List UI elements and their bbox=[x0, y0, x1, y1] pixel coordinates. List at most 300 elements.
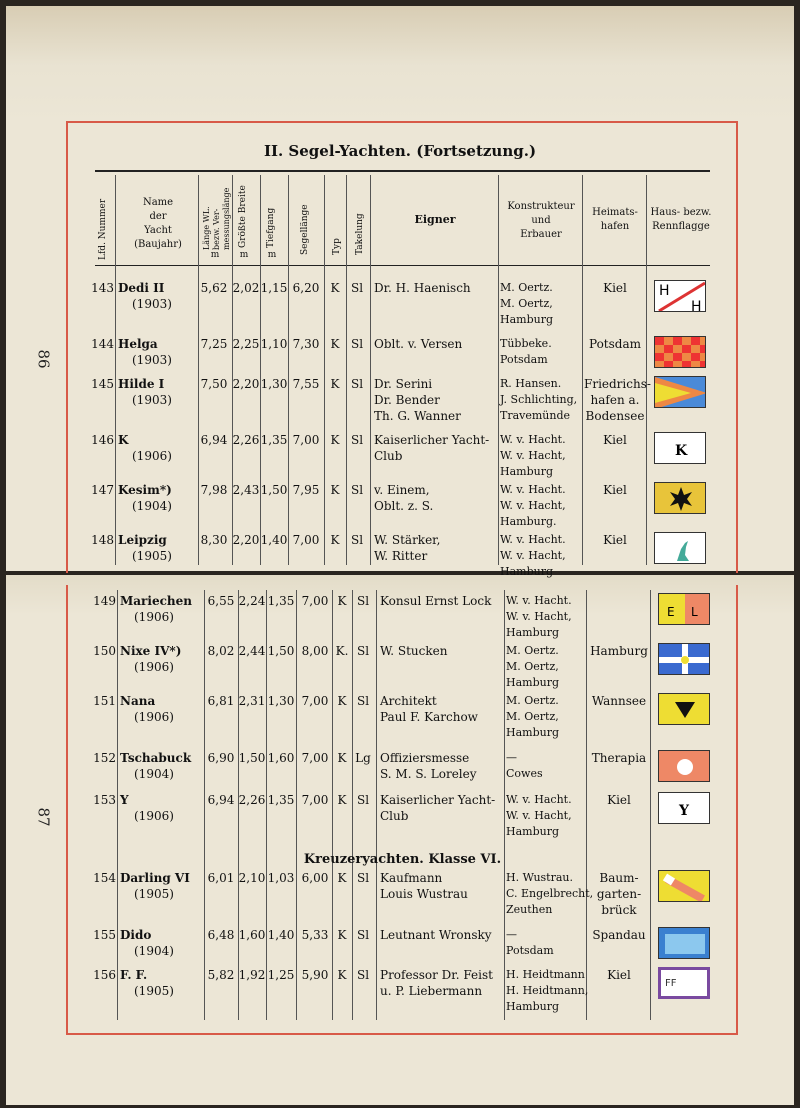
type-value: K. bbox=[335, 644, 349, 658]
sail-length-value: 5,33 bbox=[301, 928, 329, 942]
sail-length-value: 7,00 bbox=[301, 751, 329, 765]
owner-line: v. Einem, bbox=[374, 483, 430, 497]
home-port-line: Wannsee bbox=[591, 694, 647, 708]
designer-builder bbox=[506, 693, 559, 741]
sail-length-value: 7,95 bbox=[292, 483, 320, 497]
designer-builder-line: M. Oertz. bbox=[506, 644, 559, 657]
designer-builder-line: Hamburg bbox=[500, 313, 554, 326]
yacht-year: (1903) bbox=[132, 393, 172, 407]
home-port-line: Kiel bbox=[603, 281, 627, 295]
col-rule bbox=[586, 590, 587, 1020]
svg-text:H: H bbox=[691, 299, 702, 312]
header-eigner: Eigner bbox=[414, 213, 456, 226]
yacht-year: (1906) bbox=[134, 809, 174, 823]
draught-value: 1,40 bbox=[260, 533, 288, 547]
yacht-name: Leipzig bbox=[118, 533, 167, 547]
unit-laenge: m bbox=[210, 250, 220, 260]
row-number: 145 bbox=[91, 377, 114, 391]
unit-tief: m bbox=[267, 250, 277, 260]
designer-builder-line: H. Heidtmann, bbox=[506, 984, 589, 997]
length-value: 7,50 bbox=[200, 377, 228, 391]
length-value: 6,01 bbox=[207, 871, 235, 885]
beam-value: 2,44 bbox=[238, 644, 266, 658]
draught-value: 1,40 bbox=[267, 928, 295, 942]
header-laenge: Länge WL. bezw. Ver-messungslänge bbox=[202, 187, 231, 250]
owner bbox=[380, 792, 495, 824]
type-value: K bbox=[330, 337, 340, 351]
designer-builder-line: H. Wustrau. bbox=[506, 871, 573, 884]
draught-value: 1,30 bbox=[267, 694, 295, 708]
draught-value: 1,10 bbox=[260, 337, 288, 351]
svg-text:H: H bbox=[659, 283, 670, 299]
col-rule bbox=[324, 175, 325, 565]
col-rule bbox=[650, 590, 651, 1020]
length-value: 6,81 bbox=[207, 694, 235, 708]
yacht-year: (1905) bbox=[132, 549, 172, 563]
beam-value: 1,60 bbox=[238, 928, 266, 942]
header-konst: Konstrukteur und Erbauer bbox=[507, 201, 575, 240]
draught-value: 1,35 bbox=[267, 793, 295, 807]
beam-value: 1,50 bbox=[238, 751, 266, 765]
length-value: 7,98 bbox=[200, 483, 228, 497]
home-port-line: Kiel bbox=[603, 433, 627, 447]
yacht-year: (1906) bbox=[134, 660, 174, 674]
home-port bbox=[588, 870, 650, 918]
designer-builder-line: Potsdam bbox=[506, 944, 554, 957]
draught-value: 1,50 bbox=[267, 644, 295, 658]
owner-line: W. Stucken bbox=[380, 644, 448, 658]
col-rule bbox=[376, 590, 377, 1020]
type-value: K bbox=[337, 871, 347, 885]
unit-breite: m bbox=[239, 250, 249, 260]
yacht-name: Hilde I bbox=[118, 377, 165, 391]
col-rule bbox=[232, 175, 233, 565]
yacht-name: F. F. bbox=[120, 968, 148, 982]
owner bbox=[380, 693, 478, 725]
header-takel: Takelung bbox=[355, 213, 365, 255]
home-port-line: brück bbox=[601, 903, 637, 917]
row-number: 153 bbox=[93, 793, 116, 807]
draught-value: 1,35 bbox=[267, 594, 295, 608]
home-port-line: Kiel bbox=[603, 483, 627, 497]
beam-value: 2,26 bbox=[232, 433, 260, 447]
header-segel: Segellänge bbox=[300, 204, 310, 255]
owner-line: Kaufmann bbox=[380, 871, 443, 885]
flag-FF-icon bbox=[658, 967, 710, 999]
home-port-line: Bodensee bbox=[585, 409, 645, 423]
owner-line: Club bbox=[380, 809, 409, 823]
col-rule bbox=[370, 175, 371, 565]
row-number: 148 bbox=[91, 533, 114, 547]
flag-star-icon bbox=[654, 482, 706, 514]
designer-builder-line: W. v. Hacht. bbox=[506, 594, 572, 607]
flag-checker-icon bbox=[654, 336, 706, 368]
flag-EL-icon bbox=[658, 593, 710, 625]
yacht-year: (1903) bbox=[132, 297, 172, 311]
yacht-year: (1904) bbox=[132, 499, 172, 513]
col-rule bbox=[346, 175, 347, 565]
owner-line: u. P. Liebermann bbox=[380, 984, 483, 998]
designer-builder bbox=[500, 376, 577, 424]
designer-builder-line: W. v. Hacht. bbox=[500, 433, 566, 446]
home-port bbox=[584, 336, 646, 352]
beam-value: 2,25 bbox=[232, 337, 260, 351]
svg-text:Y: Y bbox=[679, 803, 689, 819]
beam-value: 1,92 bbox=[238, 968, 266, 982]
col-rule bbox=[498, 175, 499, 565]
owner-line: Club bbox=[374, 449, 403, 463]
rig-value: Sl bbox=[356, 871, 370, 885]
beam-value: 2,31 bbox=[238, 694, 266, 708]
home-port bbox=[584, 432, 646, 448]
draught-value: 1,60 bbox=[267, 751, 295, 765]
designer-builder bbox=[506, 927, 554, 959]
rig-value: Sl bbox=[356, 644, 370, 658]
sail-length-value: 7,00 bbox=[301, 594, 329, 608]
home-port-line: Potsdam bbox=[588, 337, 641, 351]
owner-line: Leutnant Wronsky bbox=[380, 928, 492, 942]
sail-length-value: 7,00 bbox=[292, 533, 320, 547]
type-value: K bbox=[330, 483, 340, 497]
owner-line: Paul F. Karchow bbox=[380, 710, 478, 724]
designer-builder-line: M. Oertz, bbox=[506, 660, 559, 673]
yacht-name: Mariechen bbox=[120, 594, 192, 608]
owner bbox=[380, 927, 492, 943]
header-breite: Größte Breite bbox=[238, 185, 248, 248]
sail-length-value: 6,00 bbox=[301, 871, 329, 885]
beam-value: 2,26 bbox=[238, 793, 266, 807]
row-number: 146 bbox=[91, 433, 114, 447]
home-port-line: hafen a. bbox=[590, 393, 640, 407]
designer-builder bbox=[506, 870, 593, 918]
owner bbox=[380, 593, 491, 609]
home-port bbox=[588, 967, 650, 983]
row-number: 150 bbox=[93, 644, 116, 658]
rig-value: Sl bbox=[356, 694, 370, 708]
designer-builder-line: Hamburg bbox=[506, 676, 560, 689]
designer-builder-line: — bbox=[506, 928, 517, 941]
flag-K-icon bbox=[654, 432, 706, 464]
yacht-name: K bbox=[118, 433, 129, 447]
designer-builder-line: Cowes bbox=[506, 767, 543, 780]
header-name: Name der Yacht (Baujahr) bbox=[134, 197, 182, 250]
header-tief: Tiefgang bbox=[266, 207, 276, 248]
owner bbox=[380, 750, 477, 782]
svg-text:K: K bbox=[675, 443, 688, 459]
rig-value: Sl bbox=[350, 281, 364, 295]
yacht-name: Nana bbox=[120, 694, 156, 708]
yacht-year: (1904) bbox=[134, 767, 174, 781]
rig-value: Sl bbox=[356, 594, 370, 608]
owner-line: Konsul Ernst Lock bbox=[380, 594, 492, 608]
sail-length-value: 7,00 bbox=[292, 433, 320, 447]
header-flagge: Haus- bezw. Rennflagge bbox=[650, 207, 712, 232]
col-rule bbox=[115, 175, 116, 565]
col-rule bbox=[117, 590, 118, 1020]
rig-value: Sl bbox=[350, 377, 364, 391]
header-rule-bottom bbox=[95, 265, 710, 266]
designer-builder-line: Zeuthen bbox=[506, 903, 553, 916]
header-rule-top bbox=[95, 170, 710, 172]
length-value: 8,02 bbox=[207, 644, 235, 658]
col-rule bbox=[288, 175, 289, 565]
beam-value: 2,02 bbox=[232, 281, 260, 295]
home-port bbox=[588, 792, 650, 808]
home-port-line: Hamburg bbox=[590, 644, 648, 658]
type-value: K bbox=[337, 968, 347, 982]
rig-value: Sl bbox=[356, 968, 370, 982]
row-number: 149 bbox=[93, 594, 116, 608]
length-value: 6,55 bbox=[207, 594, 235, 608]
owner-line: W. Stärker, bbox=[374, 533, 441, 547]
beam-value: 2,20 bbox=[232, 377, 260, 391]
designer-builder-line: W. v. Hacht, bbox=[506, 610, 572, 623]
home-port-line: Therapia bbox=[591, 751, 647, 765]
sail-length-value: 7,00 bbox=[301, 793, 329, 807]
designer-builder-line: Hamburg bbox=[506, 626, 560, 639]
draught-value: 1,35 bbox=[260, 433, 288, 447]
flag-kangaroo-icon bbox=[654, 532, 706, 564]
designer-builder-line: W. v. Hacht, bbox=[500, 449, 566, 462]
designer-builder bbox=[506, 792, 572, 840]
flag-cross-icon bbox=[658, 643, 710, 675]
row-number: 155 bbox=[93, 928, 116, 942]
designer-builder-line: W. v. Hacht, bbox=[506, 809, 572, 822]
page-title: II. Segel-Yachten. (Fortsetzung.) bbox=[263, 142, 537, 160]
row-number: 151 bbox=[93, 694, 116, 708]
owner bbox=[374, 376, 461, 424]
owner-line: Louis Wustrau bbox=[380, 887, 468, 901]
sail-length-value: 7,30 bbox=[292, 337, 320, 351]
designer-builder bbox=[500, 482, 566, 530]
designer-builder-line: W. v. Hacht. bbox=[500, 533, 566, 546]
designer-builder bbox=[506, 593, 572, 641]
designer-builder bbox=[506, 967, 588, 1015]
beam-value: 2,43 bbox=[232, 483, 260, 497]
home-port bbox=[584, 532, 646, 548]
designer-builder-line: J. Schlichting, bbox=[500, 393, 578, 406]
draught-value: 1,15 bbox=[260, 281, 288, 295]
owner-line: W. Ritter bbox=[374, 549, 428, 563]
row-number: 147 bbox=[91, 483, 114, 497]
type-value: K bbox=[330, 533, 340, 547]
yacht-name: Tschabuck bbox=[120, 751, 192, 765]
home-port-line: Baum- bbox=[599, 871, 639, 885]
flag-diag-icon bbox=[658, 870, 710, 902]
home-port-line: Kiel bbox=[603, 533, 627, 547]
designer-builder bbox=[500, 280, 553, 328]
row-number: 154 bbox=[93, 871, 116, 885]
length-value: 6,94 bbox=[200, 433, 228, 447]
yacht-name: Dedi II bbox=[118, 281, 165, 295]
yacht-year: (1906) bbox=[132, 449, 172, 463]
owner bbox=[380, 967, 493, 999]
yacht-name: Y bbox=[120, 793, 129, 807]
type-value: K bbox=[337, 928, 347, 942]
owner-line: Th. G. Wanner bbox=[374, 409, 461, 423]
home-port-line: Kiel bbox=[607, 793, 631, 807]
col-rule bbox=[646, 175, 647, 565]
page-number-left: 86 bbox=[34, 349, 53, 369]
draught-value: 1,30 bbox=[260, 377, 288, 391]
length-value: 6,48 bbox=[207, 928, 235, 942]
rig-value: Sl bbox=[356, 928, 370, 942]
owner-line: Dr. Serini bbox=[374, 377, 433, 391]
col-rule bbox=[198, 175, 199, 565]
row-number: 143 bbox=[91, 281, 114, 295]
designer-builder-line: Potsdam bbox=[500, 353, 548, 366]
owner bbox=[374, 336, 462, 352]
length-value: 5,82 bbox=[207, 968, 235, 982]
designer-builder-line: W. v. Hacht, bbox=[500, 549, 566, 562]
designer-builder bbox=[506, 643, 559, 691]
yacht-year: (1905) bbox=[134, 984, 174, 998]
draught-value: 1,25 bbox=[267, 968, 295, 982]
col-rule bbox=[582, 175, 583, 565]
designer-builder-line: Hamburg bbox=[500, 465, 554, 478]
designer-builder-line: M. Oertz, bbox=[506, 710, 559, 723]
owner-line: Dr. Bender bbox=[374, 393, 440, 407]
yacht-year: (1906) bbox=[134, 610, 174, 624]
col-rule bbox=[296, 590, 297, 1020]
yacht-name: Darling VI bbox=[120, 871, 190, 885]
owner bbox=[374, 532, 440, 564]
svg-text:L: L bbox=[691, 605, 698, 619]
flag-H-icon bbox=[654, 280, 706, 312]
owner-line: Dr. H. Haenisch bbox=[374, 281, 471, 295]
designer-builder bbox=[500, 432, 566, 480]
designer-builder-line: H. Heidtmann bbox=[506, 968, 585, 981]
col-rule bbox=[260, 175, 261, 565]
draught-value: 1,03 bbox=[267, 871, 295, 885]
yacht-name: Dido bbox=[120, 928, 152, 942]
page-number-right: 87 bbox=[34, 807, 53, 827]
designer-builder-line: M. Oertz. bbox=[500, 281, 553, 294]
designer-builder-line: Hamburg bbox=[500, 565, 554, 578]
home-port bbox=[584, 376, 651, 424]
designer-builder-line: Hamburg. bbox=[500, 515, 557, 528]
svg-text:E: E bbox=[667, 605, 675, 619]
owner bbox=[380, 870, 468, 902]
beam-value: 2,20 bbox=[232, 533, 260, 547]
yacht-name: Kesim*) bbox=[118, 483, 172, 497]
sail-length-value: 7,55 bbox=[292, 377, 320, 391]
home-port-line: garten- bbox=[596, 887, 642, 901]
beam-value: 2,10 bbox=[238, 871, 266, 885]
owner-line: Oblt. z. S. bbox=[374, 499, 434, 513]
owner bbox=[374, 280, 471, 296]
designer-builder bbox=[506, 750, 543, 782]
flag-triangle-icon bbox=[658, 693, 710, 725]
flag-Y-icon bbox=[658, 792, 710, 824]
home-port bbox=[588, 927, 650, 943]
draught-value: 1,50 bbox=[260, 483, 288, 497]
sail-length-value: 8,00 bbox=[301, 644, 329, 658]
designer-builder-line: — bbox=[506, 751, 517, 764]
owner-line: Kaiserlicher Yacht- bbox=[374, 433, 490, 447]
designer-builder-line: C. Engelbrecht, bbox=[506, 887, 594, 900]
sail-length-value: 5,90 bbox=[301, 968, 329, 982]
length-value: 6,94 bbox=[207, 793, 235, 807]
rig-value: Sl bbox=[350, 337, 364, 351]
owner-line: S. M. S. Loreley bbox=[380, 767, 477, 781]
type-value: K bbox=[337, 793, 347, 807]
designer-builder bbox=[500, 532, 566, 580]
home-port bbox=[584, 280, 646, 296]
home-port-line: Spandau bbox=[592, 928, 646, 942]
owner-line: Offiziersmesse bbox=[380, 751, 470, 765]
type-value: K bbox=[330, 281, 340, 295]
flag-blue-icon bbox=[658, 927, 710, 959]
designer-builder-line: Hamburg bbox=[506, 825, 560, 838]
type-value: K bbox=[337, 751, 347, 765]
designer-builder bbox=[500, 336, 552, 368]
svg-text:FF: FF bbox=[665, 978, 677, 989]
owner bbox=[374, 432, 489, 464]
yacht-name: Nixe IV*) bbox=[120, 644, 182, 658]
type-value: K bbox=[337, 594, 347, 608]
row-number: 144 bbox=[91, 337, 114, 351]
designer-builder-line: W. v. Hacht. bbox=[506, 793, 572, 806]
row-number: 152 bbox=[93, 751, 116, 765]
header-num: Lfd. Nummer bbox=[98, 198, 108, 260]
length-value: 6,90 bbox=[207, 751, 235, 765]
header-hafen: Heimats- hafen bbox=[592, 207, 638, 232]
yacht-name: Helga bbox=[118, 337, 158, 351]
home-port bbox=[588, 750, 650, 766]
owner-line: Kaiserlicher Yacht- bbox=[380, 793, 496, 807]
rig-value: Lg bbox=[355, 751, 371, 765]
type-value: K bbox=[330, 377, 340, 391]
yacht-year: (1906) bbox=[134, 710, 174, 724]
designer-builder-line: W. v. Hacht. bbox=[500, 483, 566, 496]
type-value: K bbox=[337, 694, 347, 708]
designer-builder-line: M. Oertz, bbox=[500, 297, 553, 310]
designer-builder-line: Hamburg bbox=[506, 1000, 560, 1013]
home-port-line: Kiel bbox=[607, 968, 631, 982]
length-value: 5,62 bbox=[200, 281, 228, 295]
sail-length-value: 6,20 bbox=[292, 281, 320, 295]
header-typ: Typ bbox=[332, 238, 342, 255]
owner-line: Professor Dr. Feist bbox=[380, 968, 493, 982]
rig-value: Sl bbox=[350, 533, 364, 547]
home-port bbox=[584, 482, 646, 498]
length-value: 7,25 bbox=[200, 337, 228, 351]
yacht-year: (1904) bbox=[134, 944, 174, 958]
designer-builder-line: W. v. Hacht, bbox=[500, 499, 566, 512]
designer-builder-line: Tübbeke. bbox=[500, 337, 552, 350]
row-number: 156 bbox=[93, 968, 116, 982]
designer-builder-line: M. Oertz. bbox=[506, 694, 559, 707]
col-rule bbox=[504, 590, 505, 1020]
beam-value: 2,24 bbox=[238, 594, 266, 608]
flag-chevron-icon bbox=[654, 376, 706, 408]
yacht-year: (1903) bbox=[132, 353, 172, 367]
section-title: Kreuzeryachten. Klasse VI. bbox=[303, 852, 502, 867]
owner-line: Oblt. v. Versen bbox=[374, 337, 463, 351]
designer-builder-line: R. Hansen. bbox=[500, 377, 562, 390]
home-port bbox=[588, 693, 650, 709]
rig-value: Sl bbox=[350, 483, 364, 497]
owner bbox=[374, 482, 433, 514]
flag-circle-icon bbox=[658, 750, 710, 782]
owner bbox=[380, 643, 447, 659]
sail-length-value: 7,00 bbox=[301, 694, 329, 708]
owner-line: Architekt bbox=[380, 694, 437, 708]
home-port bbox=[588, 643, 650, 659]
rig-value: Sl bbox=[356, 793, 370, 807]
yacht-year: (1905) bbox=[134, 887, 174, 901]
